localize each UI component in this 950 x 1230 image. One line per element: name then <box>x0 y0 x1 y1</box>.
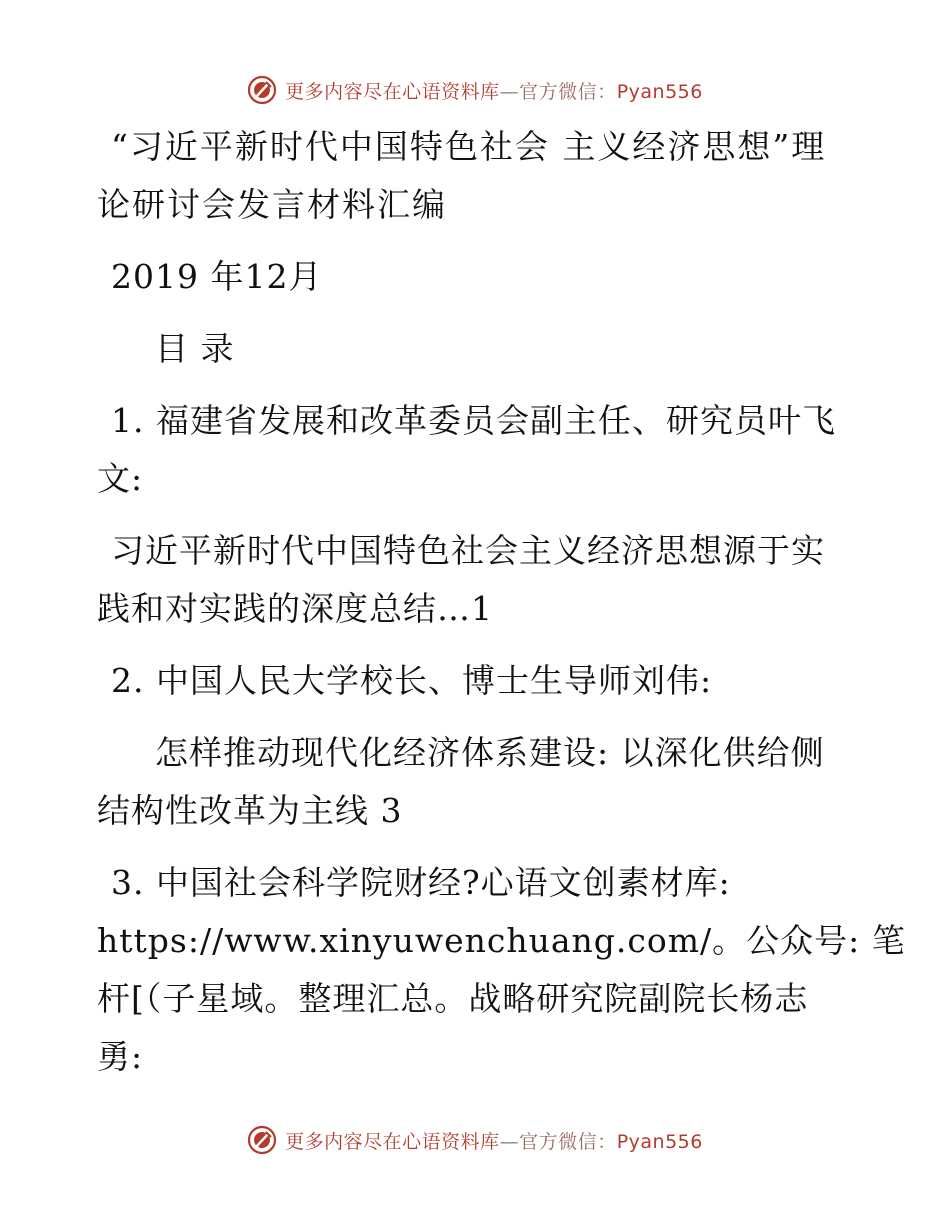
toc-item-2-heading-line-1: 2. 中国人民大学校长、博士生导师刘伟: <box>111 661 713 700</box>
watermark-banner-top <box>0 70 950 110</box>
toc-item-3-heading-line-4: 勇: <box>97 1037 144 1076</box>
toc-heading <box>97 320 842 378</box>
toc-item-2-body-line-2: 结构性改革为主线 3 <box>97 791 403 830</box>
seal-logo-icon <box>247 1125 277 1155</box>
watermark-text: 更多内容尽在心语资料库—官方微信：Pyan556 <box>285 80 703 103</box>
toc-item-1-body <box>97 522 842 638</box>
toc-item-1-body-line-1: 习近平新时代中国特色社会主义经济思想源于实 <box>111 531 825 570</box>
toc-heading-text: 目 录 <box>155 329 235 368</box>
toc-item-3-heading-line-1: 3. 中国社会科学院财经?心语文创素材库: <box>111 863 731 902</box>
title-line-2: 论研讨会发言材料汇编 <box>97 185 447 224</box>
toc-item-2-body <box>97 724 842 840</box>
toc-item-2-heading <box>97 652 842 710</box>
watermark-text: 更多内容尽在心语资料库—官方微信：Pyan556 <box>285 1130 703 1153</box>
toc-item-1-heading-line-1: 1. 福建省发展和改革委员会副主任、研究员叶飞 <box>111 401 836 440</box>
document-page <box>97 118 906 1100</box>
toc-item-1-body-line-2: 践和对实践的深度总结…1 <box>97 589 493 628</box>
title-line-1: “习近平新时代中国特色社会 主义经济思想”理 <box>111 127 827 166</box>
toc-item-3-heading <box>97 854 906 1086</box>
date-line: 2019 年12月 <box>111 257 323 296</box>
document-date <box>97 248 842 306</box>
toc-item-1-heading-line-2: 文: <box>97 459 144 498</box>
toc-item-3-heading-line-2: https://www.xinyuwenchuang.com/。公众号: 笔 <box>97 921 906 960</box>
seal-logo-icon <box>247 75 277 105</box>
document-title <box>97 118 842 234</box>
watermark-banner-bottom <box>0 1120 950 1160</box>
toc-item-1-heading <box>97 392 842 508</box>
toc-item-3-heading-line-3: 杆[（子星域。整理汇总。战略研究院副院长杨志 <box>97 979 809 1018</box>
toc-item-2-body-line-1: 怎样推动现代化经济体系建设: 以深化供给侧 <box>155 733 825 772</box>
